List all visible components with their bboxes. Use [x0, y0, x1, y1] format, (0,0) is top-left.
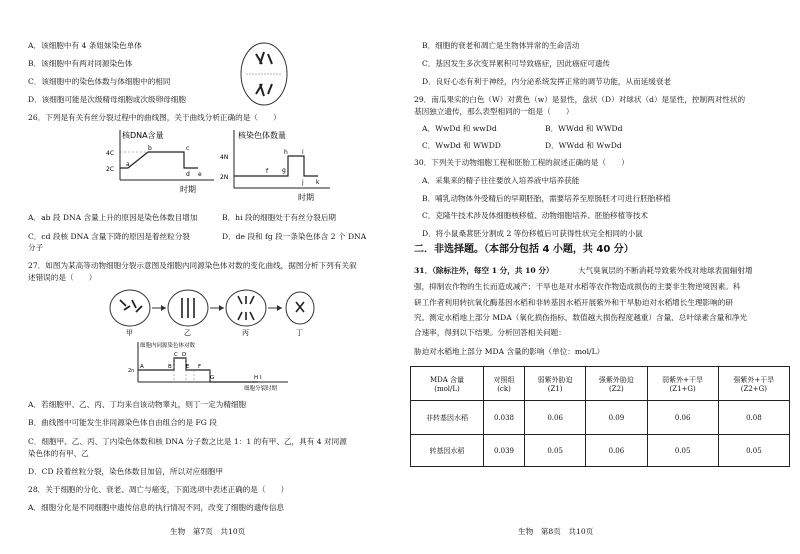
q27-option-d: D．CD 段着丝粒分裂，染色体数目加倍，所以对应细胞甲	[28, 467, 224, 476]
q26-graph1-ylabel: 核DNA含量	[122, 131, 164, 140]
q26-chromosome-graph	[218, 126, 338, 202]
q26-graph1-tick-4c: 4C	[106, 150, 115, 157]
q26-graph2-letter-g: g	[282, 167, 286, 174]
table-header-cell: 强紫外+干旱 (Z2+G)	[718, 367, 789, 401]
table-cell: 0.08	[718, 401, 789, 435]
q31-line2: 强，抑制农作物的生长而造成减产；干旱也是对水稻等农作物造成损伤的主要非生物逆境因素。科	[414, 282, 741, 291]
table-header-cell: 对照组 (ck)	[484, 367, 525, 401]
q26-graph2-letter-k: k	[316, 179, 320, 186]
q25-option-c: C．该细胞中的染色体数与体细胞中的相同	[28, 77, 171, 86]
table-header-cell: MDA 含量 (mol/L)	[411, 367, 484, 401]
q26-graph2-tick-2n: 2N	[220, 174, 229, 181]
q27-graph-letter-b: B	[168, 364, 172, 370]
table-header-row	[411, 367, 790, 401]
q27-graph-letter-d: D	[182, 352, 187, 358]
q26-dna-graph	[104, 126, 224, 194]
q27-option-c: C．细胞甲、乙、丙、丁内染色体数和核 DNA 分子数之比是 1：1 的有甲、乙，具有 4 对同源	[28, 437, 347, 446]
q29-stem-line1: 29．南瓜果实的白色（W）对黄色（w）是显性，盘状（D）对球状（d）是显性，控制两对性状的	[414, 95, 746, 104]
q26-option-d: D．de 段和 fg 段一条染色体含 2 个 DNA	[222, 232, 367, 241]
q27-graph-letter-f: F	[198, 364, 202, 370]
q27-option-a: A．若细胞甲、乙、丙、丁均来自该动物睾丸，则丁一定为精细胞	[28, 400, 247, 409]
table-cell: 0.05	[525, 435, 586, 467]
q26-graph1-xlabel: 时期	[180, 185, 196, 194]
q27-option-b: B．曲线图中可能发生非同源染色体自由组合的是 FG 段	[28, 418, 217, 427]
footer-left: 生物 第7页 共10页	[170, 527, 246, 536]
q30-option-a: A．采集来的精子往往要放入培养液中培养获能	[422, 176, 580, 185]
q27-cell-division-figure	[108, 286, 318, 338]
q27-graph-letter-c: C	[174, 352, 178, 358]
q26-option-c: C．cd 段核 DNA 含量下降的原因是着丝粒分裂	[28, 232, 190, 241]
table-header-cell: 弱紫外胁迫 (Z1)	[525, 367, 586, 401]
q27-stem-line1: 27．如图为某高等动物细胞分裂示意图及细胞内同源染色体对数的变化曲线，据图分析下列有关叙	[28, 261, 357, 270]
q31-line5: 合速率，得到以下结果。分析回答相关问题：	[414, 328, 566, 337]
q26-option-a: A．ab 段 DNA 含量上升的原因是染色体数目增加	[28, 213, 198, 222]
q30-option-d: D．将小鼠桑葚胚分割成 2 等份移植后可获得性状完全相同的小鼠	[422, 229, 643, 238]
q27-cell-label-ding: 丁	[296, 329, 303, 337]
q26-graph1-letter-a: a	[126, 161, 130, 168]
q26-graph1-letter-b: b	[148, 145, 152, 152]
q27-stem-line2: 述错误的是（ ）	[28, 273, 97, 282]
q27-graph-letter-a: A	[140, 364, 144, 370]
q26-graph2-letter-i: i	[302, 149, 304, 156]
q26-graph2-ylabel: 核染色体数量	[238, 131, 286, 140]
footer-right: 生物 第8页 共10页	[518, 527, 594, 536]
q31-line3: 研工作者利用转抗氧化酶基因水稻和非转基因水稻开展紫外和干旱胁迫对水稻增长生理影响的研	[414, 298, 733, 307]
q28-stem: 28．关于细胞的分化、衰老、凋亡与癌变，下面选项中表述正确的是（ ）	[28, 485, 289, 494]
q27-graph-letter-e: E	[186, 364, 190, 370]
q26-graph1-tick-2c: 2C	[106, 166, 115, 173]
q29-option-d: D．WWdd 和 WwDd	[545, 141, 622, 150]
q26-graph2-letter-h: h	[284, 149, 288, 156]
q26-graph1-letter-e: e	[198, 171, 202, 178]
q26-graph2-letter-f: f	[266, 168, 269, 175]
q28-option-d: D．良好心态有利于神经，内分泌系统发挥正常的调节功能，从而延缓衰老	[422, 77, 672, 86]
q30-stem: 30．下列关于动物细胞工程和胚胎工程的叙述正确的是（ ）	[414, 158, 629, 167]
q26-option-d-cont: 分子	[28, 243, 44, 252]
q29-option-b: B．WWdd 和 WWDd	[545, 124, 623, 133]
table-cell: 非转基因水稻	[411, 401, 484, 435]
table-cell: 转基因水稻	[411, 435, 484, 467]
q26-option-b: B．hi 段的细胞处于有丝分裂后期	[222, 213, 337, 222]
q29-stem-line2: 基因独立遗传，那么表型相同的一组是（ ）	[414, 107, 574, 116]
q27-graph-xlabel: 细胞分裂时期	[244, 386, 278, 392]
q27-option-c-cont: 染色体的有甲、乙	[28, 449, 89, 458]
q27-cell-label-yi: 乙	[184, 329, 191, 337]
table-row	[411, 401, 790, 435]
q27-cell-label-bing: 丙	[242, 329, 249, 337]
q25-cell-figure	[238, 40, 290, 108]
q27-graph-letter-h: H	[254, 375, 259, 381]
right-page	[400, 0, 800, 554]
q28-option-a: A．细胞分化是不同细胞中遗传信息的执行情况不同，改变了细胞的遗传信息	[28, 503, 285, 512]
q26-graph2-tick-4n: 4N	[220, 154, 229, 161]
table-cell: 0.039	[484, 435, 525, 467]
q26-graph1-letter-d: d	[186, 171, 190, 178]
q31-line4: 究。测定水稻地上部分 MDA（氧化损伤指标，数值越大损伤程度越重）含量、总叶绿素含量和净光	[414, 313, 748, 322]
q31-table-caption: 胁迫对水稻地上部分 MDA 含量的影响（单位：mol/L）	[414, 347, 605, 356]
table-cell: 0.06	[586, 435, 647, 467]
mda-table	[410, 366, 790, 467]
q26-graph2-xlabel: 时期	[298, 193, 314, 202]
q31-line1: 大气臭氧层的不断消耗导致紫外线对地球表面辐射增	[578, 266, 753, 275]
table-cell: 0.06	[525, 401, 586, 435]
table-header-cell: 强紫外胁迫 (Z2)	[586, 367, 647, 401]
table-row	[411, 435, 790, 467]
q30-option-b: B．哺乳动物体外受精后的早期胚胎，需要培养至原肠胚才可进行胚胎移植	[422, 194, 671, 203]
table-header-cell: 弱紫外+干旱 (Z1+G)	[647, 367, 718, 401]
q25-option-b: B．该细胞中有两对同源染色体	[28, 59, 133, 68]
q29-option-c: C．WwDd 和 WWDD	[422, 141, 501, 150]
section-title: 二．非选择题。（本部分包括 4 小题，共 40 分）	[414, 244, 634, 255]
table-cell: 0.05	[647, 435, 718, 467]
q25-option-d: D．该细胞可能是次级精母细胞或次级卵母细胞	[28, 95, 186, 104]
q25-option-a: A．该细胞中有 4 条姐妹染色单体	[28, 41, 142, 50]
table-cell: 0.09	[586, 401, 647, 435]
q28-option-b: B．细胞的衰老和凋亡是生物体异常的生命活动	[422, 41, 580, 50]
q26-graph1-letter-c: c	[186, 145, 190, 152]
q31-head: 31．（除标注外，每空 1 分，共 10 分）	[414, 266, 554, 275]
q27-graph-letter-i: I	[260, 375, 262, 381]
q30-option-c: C．克隆牛技术涉及体细胞核移植、动物细胞培养、胚胎移植等技术	[422, 211, 649, 220]
q26-stem: 26．下列是有关有丝分裂过程中的曲线图，关于曲线分析正确的是（ ）	[28, 113, 281, 122]
q27-graph-letter-g: G	[210, 375, 215, 381]
q27-homologous-pairs-graph	[128, 338, 298, 392]
q26-graph2-letter-j: j	[302, 179, 304, 186]
q27-graph-tick-2n: 2n	[128, 368, 135, 374]
q29-option-a: A．WwDd 和 wwDd	[422, 124, 497, 133]
q28-option-c: C．基因发生多次变异累积可导致癌症，因此癌症可遗传	[422, 59, 611, 68]
q27-cell-label-jia: 甲	[126, 329, 133, 337]
table-cell: 0.05	[718, 435, 789, 467]
table-cell: 0.038	[484, 401, 525, 435]
table-cell: 0.06	[647, 401, 718, 435]
q27-graph-title: 细胞内同源染色体对数	[140, 343, 196, 349]
